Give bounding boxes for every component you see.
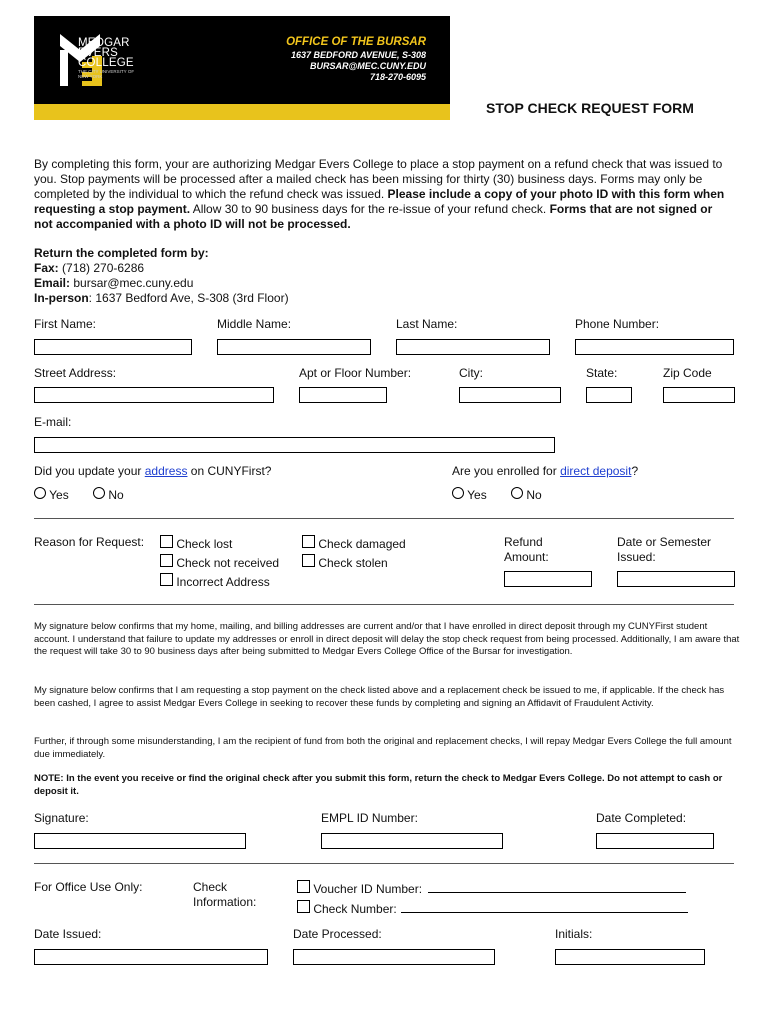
street-label: Street Address: [34, 366, 117, 380]
checkbox-icon[interactable] [297, 900, 310, 913]
deposit-yes-option[interactable]: Yes [452, 487, 487, 503]
last-name-label: Last Name: [396, 317, 458, 331]
voucher-id-line[interactable] [428, 892, 686, 893]
reason-check-lost[interactable]: Check lost [160, 535, 232, 552]
reason-check-not-received[interactable]: Check not received [160, 554, 279, 571]
intro-paragraph: By completing this form, your are authorizing Medgar Evers College to place a stop payment on a refund check that was issued to you. Stop payments will be processed after a mailed check has been missing for thirty (30) business days. Forms may only be completed by the individual to which the refund check was issued. Please include a copy of your photo ID with this form when requesting a stop payment. Allow 30 to 90 business days for the re-issue of your refund check. Forms that are not signed or not accompanied with a photo ID will not be processed. [34, 157, 725, 231]
date-completed-label: Date Completed: [596, 811, 687, 825]
radio-icon[interactable] [511, 487, 523, 499]
statement-address: My signature below confirms that my home, mailing, and billing addresses are current and/or that I have enrolled in direct deposit through my CUNYFirst student account. I understand that failure to update my addresses or enroll in direct deposit will delay the stop check request from being processed. Additionally, I am aware that the request will take 30 to 90 business days after being submitted to Medgar Evers College Office of the Bursar for investigation. [34, 621, 740, 657]
header-accent-stripe [34, 104, 450, 120]
office-date-issued-field[interactable] [34, 949, 268, 965]
office-use-label: For Office Use Only: [34, 880, 143, 894]
checkbox-icon[interactable] [302, 554, 315, 567]
apt-label: Apt or Floor Number: [299, 366, 412, 380]
refund-amount-field[interactable] [504, 571, 592, 587]
zip-field[interactable] [663, 387, 735, 403]
middle-name-label: Middle Name: [217, 317, 292, 331]
address-question: Did you update your address on CUNYFirst? [34, 464, 272, 478]
signature-field[interactable] [34, 833, 246, 849]
first-name-label: First Name: [34, 317, 97, 331]
email-label: E-mail: [34, 415, 72, 429]
return-instructions: Return the completed form by: Fax: (718) 270-6286 Email: bursar@mec.cuny.edu In-person: 1637 Bedford Ave, S-308 (3rd Floor) [34, 246, 289, 305]
checkbox-icon[interactable] [160, 573, 173, 586]
divider [34, 518, 734, 519]
zip-label: Zip Code [663, 366, 712, 380]
form-title: STOP CHECK REQUEST FORM [486, 100, 694, 116]
date-processed-label: Date Processed: [293, 927, 382, 941]
phone-field[interactable] [575, 339, 734, 355]
phone-label: Phone Number: [575, 317, 660, 331]
office-phone: 718-270-6095 [369, 72, 426, 82]
empl-id-field[interactable] [321, 833, 503, 849]
email-field[interactable] [34, 437, 555, 453]
direct-deposit-link[interactable]: direct deposit [560, 464, 632, 478]
logo-subtitle: THE CITY UNIVERSITY OF NEW YORK [78, 69, 135, 79]
office-date-issued-label: Date Issued: [34, 927, 102, 941]
address-yes-option[interactable]: Yes [34, 487, 69, 503]
initials-field[interactable] [555, 949, 705, 965]
voucher-id-option[interactable]: Voucher ID Number: [297, 880, 422, 897]
radio-icon[interactable] [93, 487, 105, 499]
deposit-no-option[interactable]: No [511, 487, 542, 503]
deposit-question: Are you enrolled for direct deposit? [452, 464, 639, 478]
address-no-option[interactable]: No [93, 487, 124, 503]
apt-field[interactable] [299, 387, 387, 403]
check-info-label: Check Information: [193, 880, 257, 909]
state-field[interactable] [586, 387, 632, 403]
statement-repay: Further, if through some misunderstanding, I am the recipient of fund from both the original and replacement checks, I will repay Medgar Evers College the full amount due immediately. [34, 736, 732, 760]
refund-amount-label: Refund Amount: [504, 535, 549, 564]
empl-id-label: EMPL ID Number: [321, 811, 418, 825]
address-link[interactable]: address [144, 464, 188, 478]
first-name-field[interactable] [34, 339, 192, 355]
reason-label: Reason for Request: [34, 535, 145, 549]
date-issued-field[interactable] [617, 571, 735, 587]
radio-icon[interactable] [452, 487, 464, 499]
statement-stop-payment: My signature below confirms that I am requesting a stop payment on the check listed above and a replacement check be issued to me, if applicable. If the check has been cashed, I agree to assist Medgar Evers College in seeking to recover these funds by completing and signing an Affidavit of Fraudulent Activity. [34, 685, 725, 709]
divider [34, 604, 734, 605]
checkbox-icon[interactable] [160, 554, 173, 567]
reason-check-stolen[interactable]: Check stolen [302, 554, 388, 571]
check-number-line[interactable] [401, 912, 688, 913]
date-issued-label: Date or Semester Issued: [617, 535, 712, 564]
college-logo-text: MEDGAR EVERS COLLEGE [78, 37, 134, 69]
office-title: OFFICE OF THE BURSAR [286, 36, 426, 48]
check-number-option[interactable]: Check Number: [297, 900, 397, 917]
date-processed-field[interactable] [293, 949, 495, 965]
city-field[interactable] [459, 387, 561, 403]
date-completed-field[interactable] [596, 833, 714, 849]
office-email: BURSAR@MEC.CUNY.EDU [310, 61, 426, 71]
initials-label: Initials: [555, 927, 593, 941]
checkbox-icon[interactable] [160, 535, 173, 548]
office-address: 1637 BEDFORD AVENUE, S-308 [290, 50, 426, 60]
statement-note: NOTE: In the event you receive or find the original check after you submit this form, return the check to Medgar Evers College. Do not attempt to cash or deposit it. [34, 773, 723, 797]
checkbox-icon[interactable] [297, 880, 310, 893]
middle-name-field[interactable] [217, 339, 371, 355]
signature-label: Signature: [34, 811, 89, 825]
checkbox-icon[interactable] [302, 535, 315, 548]
street-field[interactable] [34, 387, 274, 403]
last-name-field[interactable] [396, 339, 550, 355]
state-label: State: [586, 366, 618, 380]
reason-incorrect-address[interactable]: Incorrect Address [160, 573, 270, 590]
radio-icon[interactable] [34, 487, 46, 499]
divider [34, 863, 734, 864]
city-label: City: [459, 366, 483, 380]
reason-check-damaged[interactable]: Check damaged [302, 535, 406, 552]
